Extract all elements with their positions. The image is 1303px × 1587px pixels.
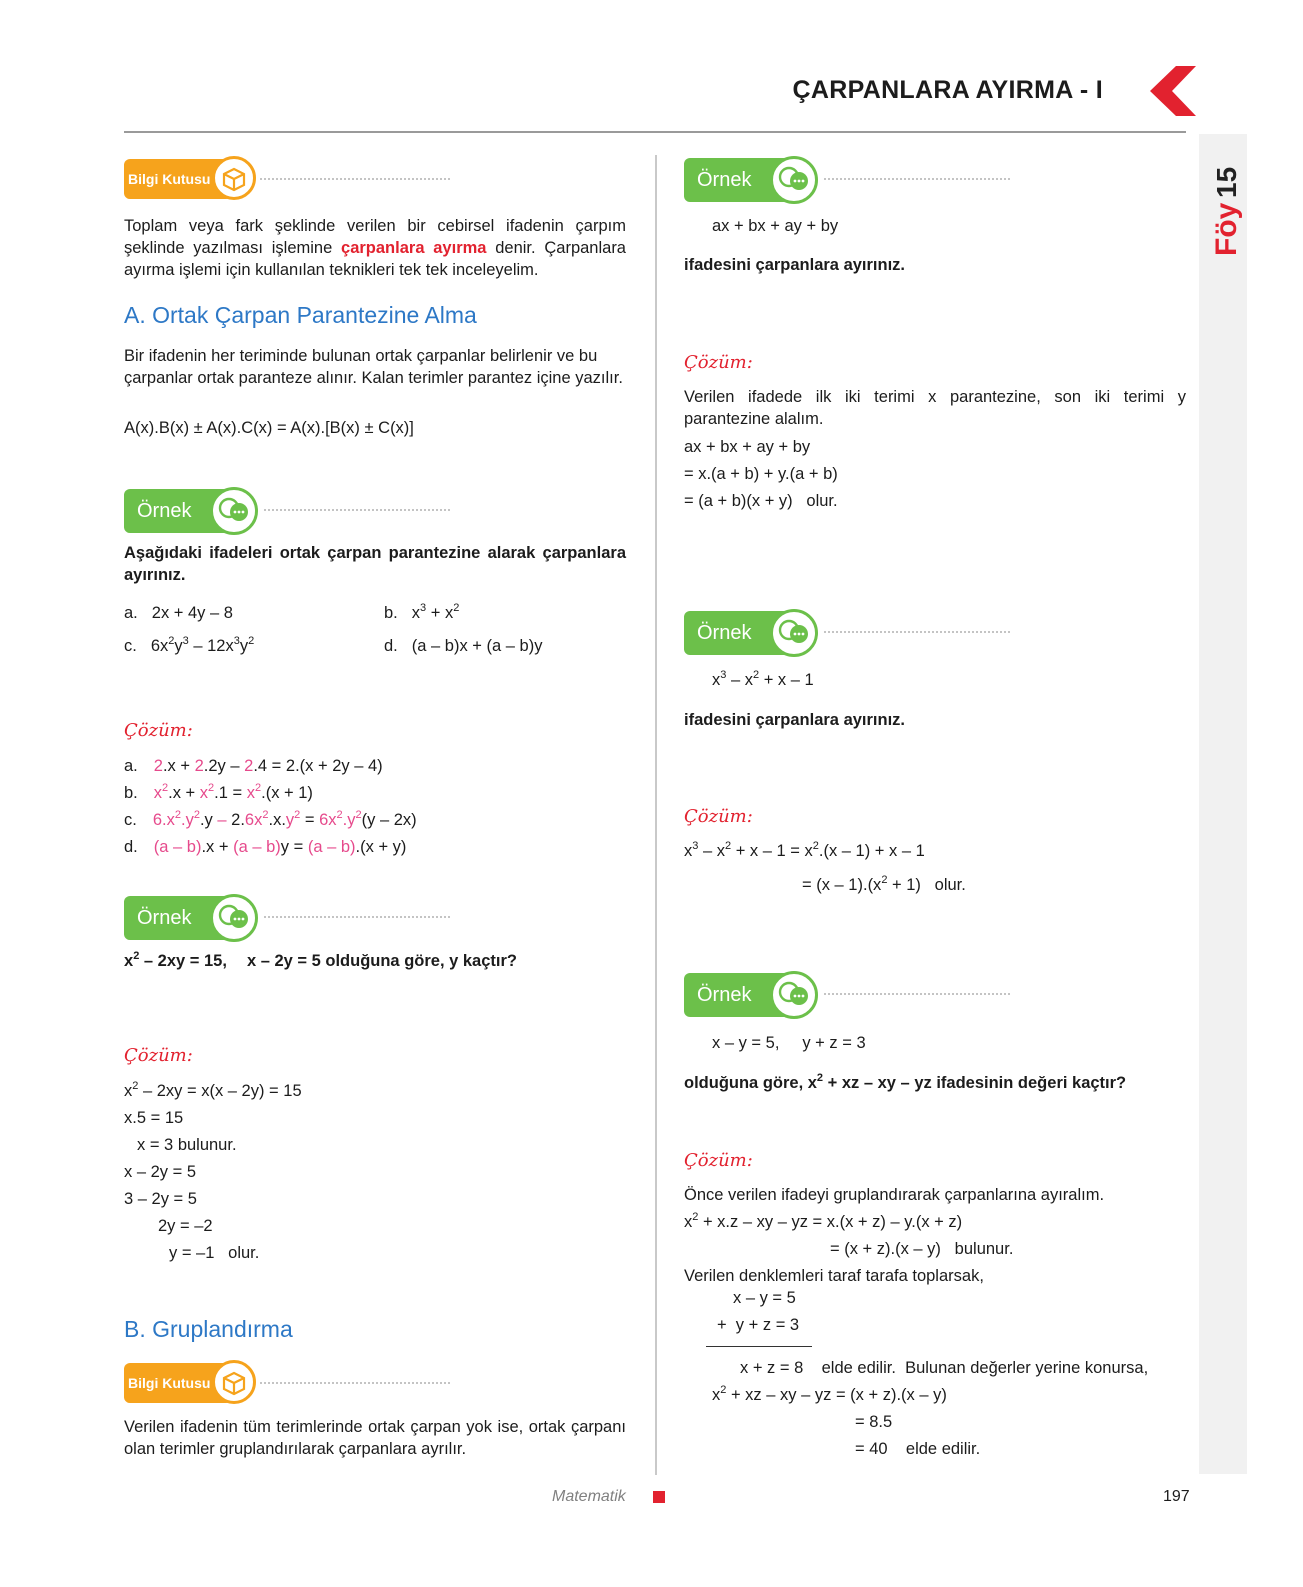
info-box-label: Bilgi Kutusu — [124, 1363, 246, 1403]
solution-line: + y + z = 3 — [717, 1316, 800, 1334]
solution-label: Çözüm: — [684, 806, 753, 827]
solution-line: = $(x - 1).(x^2 + 1)$ olur. — [802, 873, 966, 894]
solution-text: Verilen ifadede ilk iki terimi x parantezine, son iki terimi y parantezine alalım. — [684, 388, 1186, 428]
item-d: d. (a – b)x + (a – b)y — [384, 637, 543, 655]
dotted-rule — [824, 993, 1010, 995]
solution-line: = (x + z).(x – y) bulunur. — [830, 1240, 1014, 1258]
solution-line: Önce verilen ifadeyi gruplandırarak çarpanlarına ayıralım. — [684, 1186, 1105, 1204]
footer-subject: Matematik — [552, 1488, 626, 1505]
section-a-text: Bir ifadenin her teriminde bulunan ortak çarpanlar belirlenir ve bu çarpanlar ortak paranteze alınır. Kalan terimler parantez içine yazılır. — [124, 347, 623, 387]
example-label: Örnek — [684, 973, 806, 1017]
example-question: ifadesini çarpanlara ayırınız. — [684, 711, 906, 729]
chat-bubble-icon — [770, 971, 818, 1019]
info-paragraph: Verilen ifadenin tüm terimlerinde ortak çarpan yok ise, ortak çarpanı olan terimler gruplandırılarak çarpanlara ayrılır. — [124, 1418, 626, 1458]
solution-d: d. (a – b).x + (a – b)y = (a – b).(x + y) — [124, 838, 407, 856]
chevron-left-icon — [1150, 66, 1196, 116]
solution-label: Çözüm: — [124, 1045, 193, 1066]
example-1-question: Aşağıdaki ifadeleri ortak çarpan parantezine alarak çarpanlara ayırınız. — [124, 544, 626, 584]
side-tab-strip — [1199, 134, 1247, 1474]
svg-text:15: 15 — [1211, 166, 1242, 198]
solution-label: Çözüm: — [124, 720, 193, 741]
formula: A(x).B(x) ± A(x).C(x) = A(x).[B(x) ± C(x)] — [124, 419, 414, 437]
solution-line: x – 2y = 5 — [124, 1163, 197, 1181]
solution-line: y = –1 olur. — [169, 1244, 260, 1262]
example-expression: ax + bx + ay + by — [712, 217, 839, 235]
section-title-b: B. Gruplandırma — [124, 1316, 293, 1342]
chat-bubble-icon — [210, 894, 258, 942]
header-divider — [124, 131, 1186, 133]
chat-bubble-icon — [770, 156, 818, 204]
sum-line — [706, 1346, 812, 1347]
example-label: Örnek — [684, 158, 806, 202]
chat-bubble-icon — [770, 609, 818, 657]
solution-line: $x^2$ + xz – xy – yz = (x + z).(x – y) — [712, 1383, 947, 1404]
example-expression: x – y = 5, y + z = 3 — [712, 1034, 866, 1052]
dotted-rule — [264, 509, 450, 511]
solution-line: 3 – 2y = 5 — [124, 1190, 197, 1208]
solution-b: b. $x^2.x + x^2.1 = x^2.(x + 1)$ — [124, 781, 313, 802]
item-a: a. 2x + 4y – 8 — [124, 604, 233, 622]
item-b: b. $x^3 + x^2$ — [384, 601, 460, 622]
chapter-title: ÇARPANLARA AYIRMA - I — [792, 76, 1103, 104]
example-badge — [124, 487, 454, 535]
solution-line: = (a + b)(x + y) olur. — [684, 492, 838, 510]
solution-line: $x^2 + x.z$ – xy – yz = x.(x + z) – y.(x + z) — [684, 1210, 963, 1231]
page-number: 197 — [1163, 1488, 1190, 1505]
example-expression: $x^3 - x^2 + x - 1$ — [712, 668, 814, 689]
box-icon — [212, 156, 256, 200]
example-2-question: $x^2 - 2xy = 15$, x – 2y = 5 olduğuna göre, y kaçtır? — [124, 949, 517, 970]
solution-label: Çözüm: — [684, 1150, 753, 1171]
example-label: Örnek — [124, 896, 246, 940]
dotted-rule — [824, 631, 1010, 633]
solution-line: 2y = –2 — [158, 1217, 213, 1235]
svg-text:Föy: Föy — [1210, 202, 1243, 256]
dotted-rule — [824, 178, 1010, 180]
box-icon — [212, 1360, 256, 1404]
highlight-term: çarpanlara ayırma — [341, 239, 487, 257]
footer-square-icon — [653, 1491, 665, 1503]
solution-c: c. $6.x^2.y^2.y - 2.6x^2.x.y^2 = 6x^2.y^2(y - 2x)$ — [124, 808, 417, 829]
example-label: Örnek — [684, 611, 806, 655]
solution-line: = 40 elde edilir. — [855, 1440, 981, 1458]
dotted-rule — [260, 178, 450, 180]
example-badge — [684, 156, 1014, 204]
solution-line: x = 3 bulunur. — [137, 1136, 237, 1154]
chat-bubble-icon — [210, 487, 258, 535]
example-question: olduğuna göre, $x^2$ + xz – xy – yz ifadesinin değeri kaçtır? — [684, 1071, 1127, 1092]
side-tab-label — [1200, 150, 1244, 260]
solution-line: x + z = 8 elde edilir. Bulunan değerler yerine konursa, — [740, 1359, 1149, 1377]
example-label: Örnek — [124, 489, 246, 533]
example-badge — [124, 894, 454, 942]
solution-line: x – y = 5 — [733, 1289, 796, 1307]
column-divider — [655, 155, 657, 1475]
example-badge — [684, 971, 1014, 1019]
solution-a: a. 2.x + 2.2y – 2.4 = 2.(x + 2y – 4) — [124, 757, 383, 775]
solution-label: Çözüm: — [684, 352, 753, 373]
info-box-label: Bilgi Kutusu — [124, 159, 246, 199]
info-box-badge — [124, 156, 454, 202]
example-question: ifadesini çarpanlara ayırınız. — [684, 256, 906, 274]
item-c: c. $6x^2y^3 - 12x^3y^2$ — [124, 634, 255, 655]
section-title-a: A. Ortak Çarpan Parantezine Alma — [124, 302, 477, 328]
solution-line: $x^3 - x^2 + x - 1 = x^2.(x - 1) + x - 1$ — [684, 839, 925, 860]
solution-line: ax + bx + ay + by — [684, 438, 811, 456]
info-paragraph: Toplam veya fark şeklinde verilen bir cebirsel ifadenin çarpım şeklinde yazılması işlemine çarpanlara ayırma denir. Çarpanlara ayırma işlemi için kullanılan teknikleri tek tek inceleyelim. — [124, 217, 626, 279]
solution-line: x.5 = 15 — [124, 1109, 184, 1127]
dotted-rule — [260, 1382, 450, 1384]
example-badge — [684, 609, 1014, 657]
solution-line: = 8.5 — [855, 1413, 893, 1431]
info-box-badge — [124, 1360, 454, 1406]
solution-line: Verilen denklemleri taraf tarafa toplarsak, — [684, 1267, 984, 1285]
solution-line: = x.(a + b) + y.(a + b) — [684, 465, 838, 483]
solution-line: $x^2 - 2xy = x(x - 2y) = 15$ — [124, 1079, 302, 1100]
dotted-rule — [264, 916, 450, 918]
